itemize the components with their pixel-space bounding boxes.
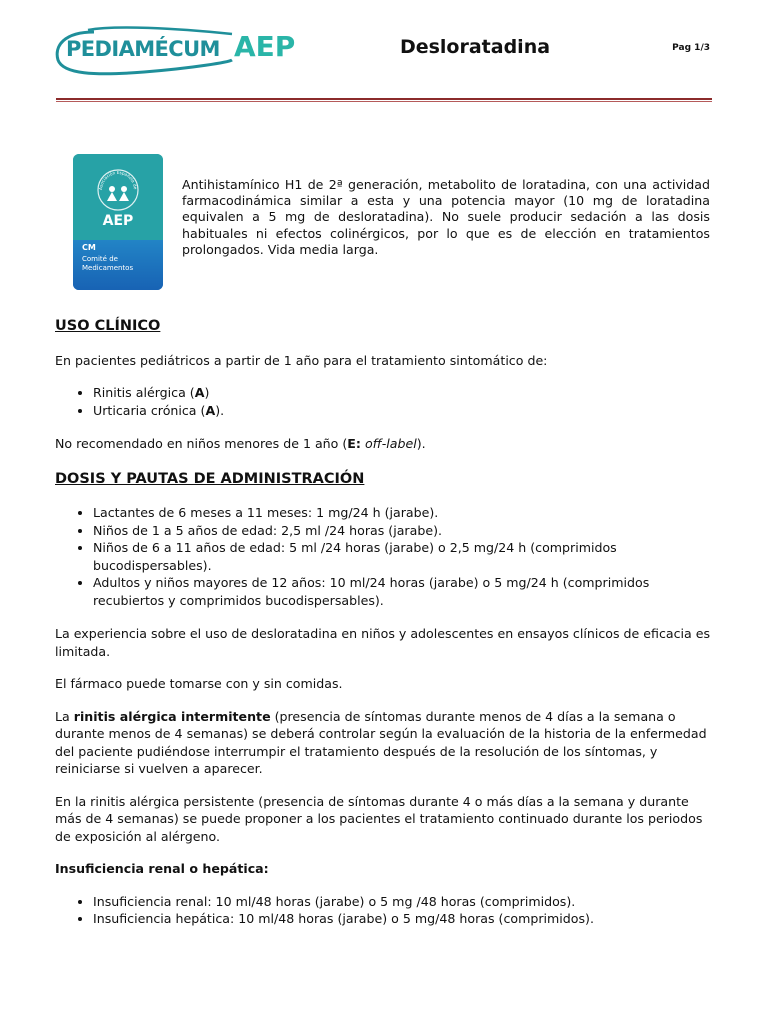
uso-clinico-list bbox=[55, 384, 715, 419]
header-divider bbox=[56, 98, 712, 100]
logo-text: PEDIAMÉCUM bbox=[66, 37, 220, 61]
list-item: • Insuficiencia renal: 10 ml/48 horas (jarabe) o 5 mg /48 horas (comprimidos). bbox=[93, 893, 715, 911]
list-item: • Niños de 1 a 5 años de edad: 2,5 ml /24 horas (jarabe). bbox=[93, 522, 715, 540]
logo-aep-text: AEP bbox=[234, 30, 296, 63]
list-item: • Lactantes de 6 meses a 11 meses: 1 mg/24 h (jarabe). bbox=[93, 504, 715, 522]
badge-committee-label: Comité de Medicamentos bbox=[82, 255, 134, 272]
dosis-paragraph-persistente: En la rinitis alérgica persistente (presencia de síntomas durante 4 o más días a la semana y durante más de 4 semanas) se puede proponer a los pacientes el tratamiento continuado durante los periodos de exposición al alérgeno. bbox=[55, 793, 703, 844]
badge-arc-text: Asociación Española de bbox=[97, 169, 139, 191]
intro-paragraph: Antihistamínico H1 de 2ª generación, metabolito de loratadina, con una actividad farmacodinámica similar a esta y una potencia mayor (10 mg de loratadina equivalen a 5 mg de desloratadina). No suele producir sedación a las dosis habituales ni efectos colinérgicos, por lo que es de elección en tratamientos prolongados. Vida media larga. bbox=[182, 177, 710, 257]
off-label-note: No recomendado en niños menores de 1 año (E: off-label). bbox=[55, 436, 426, 451]
insuficiencia-heading: Insuficiencia renal o hepática: bbox=[55, 861, 269, 876]
header-divider-thin bbox=[56, 101, 712, 102]
dosis-paragraph-intermitente: La rinitis alérgica intermitente (presencia de síntomas durante menos de 4 días a la semana o durante menos de 4 semanas) se deberá controlar según la evaluación de la historia de la enfermedad del paciente pudiéndose interrumpir el tratamiento después de la resolución de los síntomas, y reiniciarse si vuelven a aparecer. bbox=[55, 708, 707, 776]
svg-text:Asociación Española de Pediatr bbox=[96, 168, 138, 190]
page-number: Pag 1/3 bbox=[672, 43, 710, 53]
section-heading-dosis: DOSIS Y PAUTAS DE ADMINISTRACIÓN bbox=[55, 470, 365, 487]
badge-cm-label: CM bbox=[82, 243, 96, 252]
aep-committee-badge bbox=[73, 154, 163, 290]
list-item: • Rinitis alérgica (A) bbox=[93, 384, 715, 402]
list-item: • Urticaria crónica (A). bbox=[93, 402, 715, 420]
list-item: • Adultos y niños mayores de 12 años: 10 ml/24 horas (jarabe) o 5 mg/24 h (comprimidos recubiertos y comprimidos bucodispersables). bbox=[93, 574, 715, 609]
section-heading-uso-clinico: USO CLÍNICO bbox=[55, 318, 161, 334]
dosis-list bbox=[55, 504, 715, 609]
document-body bbox=[55, 318, 715, 944]
dosis-paragraph-experiencia: La experiencia sobre el uso de desloratadina en niños y adolescentes en ensayos clínicos de eficacia es limitada. bbox=[55, 626, 711, 659]
dosis-paragraph-comidas: El fármaco puede tomarse con y sin comidas. bbox=[55, 676, 343, 691]
aep-emblem-icon bbox=[96, 168, 140, 212]
document-title: Desloratadina bbox=[399, 36, 551, 58]
pediamecum-logo bbox=[54, 26, 304, 80]
insuficiencia-list bbox=[55, 893, 715, 928]
page-header bbox=[0, 0, 768, 105]
list-item: • Insuficiencia hepática: 10 ml/48 horas (jarabe) o 5 mg/48 horas (comprimidos). bbox=[93, 910, 715, 928]
badge-aep-label: AEP bbox=[102, 213, 134, 229]
list-item: • Niños de 6 a 11 años de edad: 5 ml /24 horas (jarabe) o 2,5 mg/24 h (comprimidos bucodispersables). bbox=[93, 539, 715, 574]
uso-clinico-lead: En pacientes pediátricos a partir de 1 año para el tratamiento sintomático de: bbox=[55, 352, 548, 368]
